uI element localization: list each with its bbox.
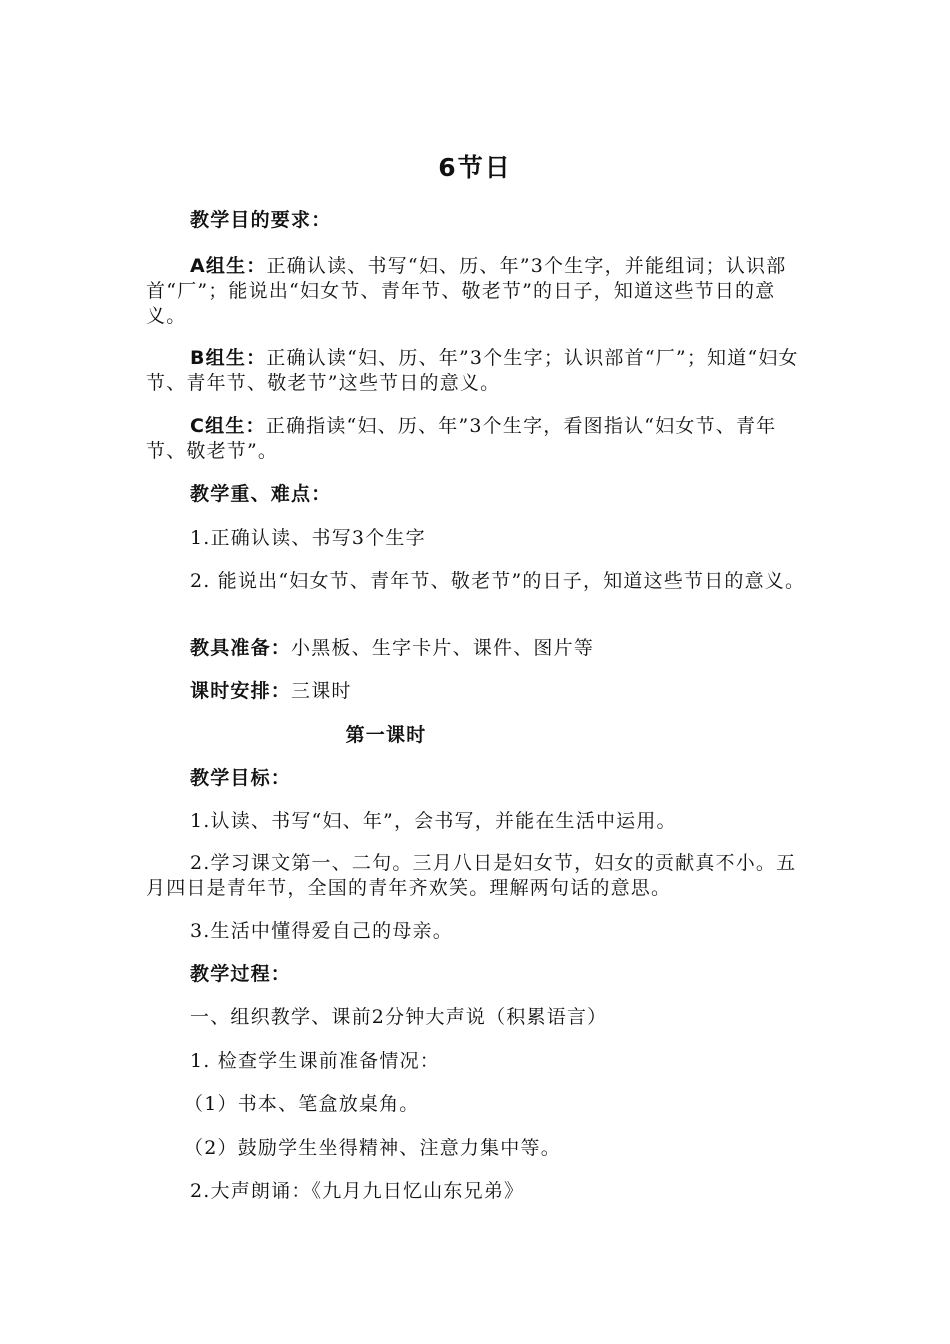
key-points-heading: 教学重、难点： (190, 483, 332, 505)
key-point-1: 1.正确认读、书写3个生字 (190, 527, 426, 549)
group-c-paragraph (146, 414, 806, 464)
lesson-heading: 第一课时 (345, 724, 427, 746)
schedule-line (146, 679, 806, 704)
goal-2: 2.学习课文第一、二句。三月八日是妇女节，妇女的贡献真不小。五月四日是青年节，全国的青年齐欢笑。理解两句话的意思。 (146, 852, 797, 899)
group-b-label: B组生： (190, 347, 267, 369)
process-heading: 教学过程： (190, 963, 292, 985)
goals-heading: 教学目标： (190, 767, 292, 789)
requirements-heading: 教学目的要求： (190, 209, 332, 231)
page-title: 6节日 (438, 153, 512, 182)
schedule-label: 课时安排： (190, 680, 292, 702)
step-1-1-b: （2）鼓励学生坐得精神、注意力集中等。 (184, 1137, 561, 1159)
group-c-text: 正确指读“妇、历、年”3个生字，看图指认“妇女节、青年节、敬老节”。 (146, 415, 777, 462)
schedule-text: 三课时 (291, 680, 352, 702)
group-c-label: C组生： (190, 415, 266, 437)
step-1-1: 1. 检查学生课前准备情况： (190, 1050, 440, 1072)
group-a-text: 正确认读、书写“妇、历、年”3个生字，并能组词；认识部首“厂”；能说出“妇女节、青年节、敬老节”的日子，知道这些节日的意义。 (146, 255, 787, 327)
group-a-paragraph (146, 254, 806, 329)
key-point-2: 2. 能说出“妇女节、青年节、敬老节”的日子，知道这些节日的意义。 (190, 570, 806, 592)
step-1-2: 2.大声朗诵：《九月九日忆山东兄弟》 (190, 1180, 525, 1202)
tools-label: 教具准备： (190, 637, 292, 659)
step-1: 一、组织教学、课前2分钟大声说（积累语言） (190, 1006, 608, 1028)
step-1-1-a: （1）书本、笔盒放桌角。 (184, 1093, 420, 1115)
tools-line (146, 636, 806, 661)
group-a-label: A组生： (190, 255, 267, 277)
tools-text: 小黑板、生字卡片、课件、图片等 (291, 637, 595, 659)
group-b-text: 正确认读“妇、历、年”3个生字；认识部首“厂”；知道“妇女节、青年节、敬老节”这些节日的意义。 (146, 347, 799, 394)
goal-3: 3.生活中懂得爱自己的母亲。 (190, 920, 453, 942)
goal-1: 1.认读、书写“妇、年”，会书写，并能在生活中运用。 (190, 810, 677, 832)
group-b-paragraph (146, 346, 806, 396)
